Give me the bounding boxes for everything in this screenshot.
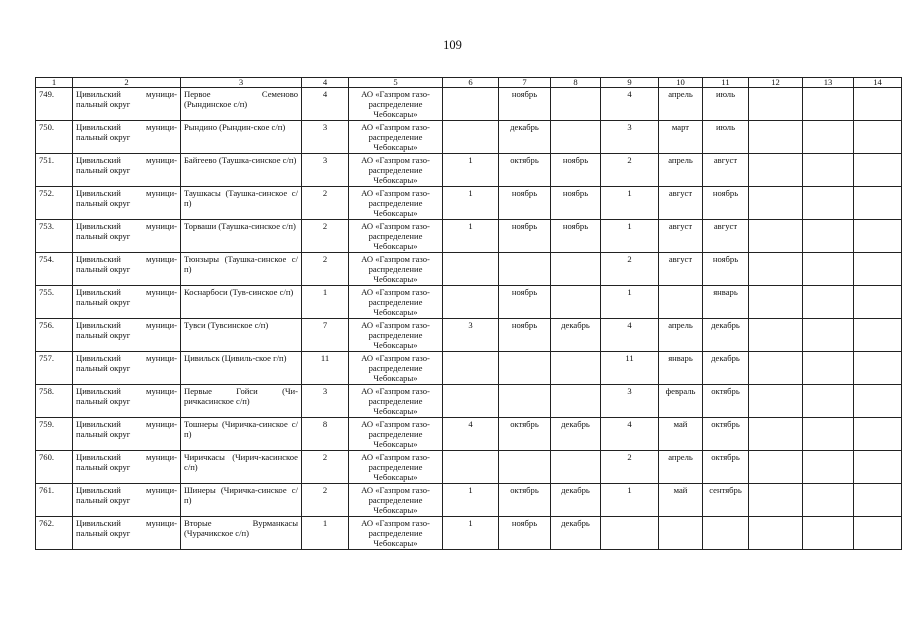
column-header-14: 14 bbox=[854, 78, 902, 88]
table-cell-col-1: 758. bbox=[36, 385, 73, 418]
table-cell-col-1: 752. bbox=[36, 187, 73, 220]
table-cell-col-4: 1 bbox=[302, 286, 349, 319]
table-cell-col-11: ноябрь bbox=[703, 253, 749, 286]
table-row bbox=[36, 154, 902, 187]
table-cell-col-2: Цивильский муници-пальный округ bbox=[73, 451, 181, 484]
table-cell-col-14 bbox=[854, 286, 902, 319]
table-cell-col-11: октябрь bbox=[703, 418, 749, 451]
table-cell-col-2: Цивильский муници-пальный округ bbox=[73, 319, 181, 352]
table-cell-col-10: август bbox=[659, 187, 703, 220]
table-cell-col-12 bbox=[749, 253, 803, 286]
table-cell-col-7: ноябрь bbox=[499, 187, 551, 220]
table-cell-col-1: 751. bbox=[36, 154, 73, 187]
table-cell-col-10: январь bbox=[659, 352, 703, 385]
column-header-3: 3 bbox=[181, 78, 302, 88]
table-cell-col-4: 3 bbox=[302, 121, 349, 154]
table-cell-col-12 bbox=[749, 418, 803, 451]
table-cell-col-1: 757. bbox=[36, 352, 73, 385]
column-header-1: 1 bbox=[36, 78, 73, 88]
table-cell-col-8 bbox=[551, 121, 601, 154]
table-cell-col-13 bbox=[803, 385, 854, 418]
table-cell-col-3: Тошнеры (Чиричка-синское с/п) bbox=[181, 418, 302, 451]
table-cell-col-3: Тюнзыры (Таушка-синское с/п) bbox=[181, 253, 302, 286]
table-cell-col-9: 4 bbox=[601, 319, 659, 352]
table-row bbox=[36, 385, 902, 418]
table-cell-col-6 bbox=[443, 451, 499, 484]
table-cell-col-11: июль bbox=[703, 121, 749, 154]
table-cell-col-5: АО «Газпром газо-распределение Чебоксары» bbox=[349, 253, 443, 286]
table-row bbox=[36, 484, 902, 517]
table-cell-col-11: декабрь bbox=[703, 319, 749, 352]
table-cell-col-12 bbox=[749, 220, 803, 253]
table-cell-col-11 bbox=[703, 517, 749, 550]
table-cell-col-13 bbox=[803, 253, 854, 286]
table-cell-col-6: 1 bbox=[443, 220, 499, 253]
table-cell-col-13 bbox=[803, 352, 854, 385]
table-cell-col-3: Чиричкасы (Чирич-касинское с/п) bbox=[181, 451, 302, 484]
table-cell-col-9: 4 bbox=[601, 418, 659, 451]
table-cell-col-4: 7 bbox=[302, 319, 349, 352]
gasification-schedule-table bbox=[35, 77, 902, 550]
table-cell-col-13 bbox=[803, 517, 854, 550]
table-cell-col-4: 2 bbox=[302, 484, 349, 517]
table-cell-col-12 bbox=[749, 154, 803, 187]
column-header-4: 4 bbox=[302, 78, 349, 88]
table-cell-col-7: октябрь bbox=[499, 154, 551, 187]
table-cell-col-7: декабрь bbox=[499, 121, 551, 154]
table-cell-col-5: АО «Газпром газо-распределение Чебоксары» bbox=[349, 154, 443, 187]
table-cell-col-11: июль bbox=[703, 88, 749, 121]
table-cell-col-6: 1 bbox=[443, 187, 499, 220]
table-cell-col-14 bbox=[854, 352, 902, 385]
table-cell-col-13 bbox=[803, 121, 854, 154]
table-cell-col-6 bbox=[443, 286, 499, 319]
table-cell-col-8: декабрь bbox=[551, 484, 601, 517]
column-header-9: 9 bbox=[601, 78, 659, 88]
table-cell-col-7 bbox=[499, 451, 551, 484]
table-cell-col-12 bbox=[749, 451, 803, 484]
table-cell-col-12 bbox=[749, 121, 803, 154]
table-cell-col-10: апрель bbox=[659, 451, 703, 484]
table-cell-col-3: Торваши (Таушка-синское с/п) bbox=[181, 220, 302, 253]
table-cell-col-3: Таушкасы (Таушка-синское с/п) bbox=[181, 187, 302, 220]
column-header-13: 13 bbox=[803, 78, 854, 88]
table-cell-col-10: март bbox=[659, 121, 703, 154]
header-row bbox=[36, 78, 902, 88]
table-cell-col-3: Байгеево (Таушка-синское с/п) bbox=[181, 154, 302, 187]
table-row bbox=[36, 451, 902, 484]
table-cell-col-14 bbox=[854, 88, 902, 121]
table-cell-col-11: сентябрь bbox=[703, 484, 749, 517]
table-cell-col-12 bbox=[749, 88, 803, 121]
column-header-10: 10 bbox=[659, 78, 703, 88]
table-cell-col-9: 1 bbox=[601, 187, 659, 220]
table-row bbox=[36, 220, 902, 253]
table-cell-col-5: АО «Газпром газо-распределение Чебоксары» bbox=[349, 319, 443, 352]
table-header bbox=[36, 78, 902, 88]
table-cell-col-4: 2 bbox=[302, 187, 349, 220]
table-cell-col-3: Коснарбоси (Тув-синское с/п) bbox=[181, 286, 302, 319]
table-cell-col-8: декабрь bbox=[551, 418, 601, 451]
table-cell-col-10: май bbox=[659, 418, 703, 451]
table-row bbox=[36, 187, 902, 220]
table-cell-col-13 bbox=[803, 187, 854, 220]
table-cell-col-14 bbox=[854, 385, 902, 418]
table-cell-col-10: август bbox=[659, 253, 703, 286]
table-cell-col-14 bbox=[854, 154, 902, 187]
table-cell-col-11: ноябрь bbox=[703, 187, 749, 220]
table-cell-col-12 bbox=[749, 187, 803, 220]
column-header-2: 2 bbox=[73, 78, 181, 88]
table-cell-col-13 bbox=[803, 220, 854, 253]
table-cell-col-4: 8 bbox=[302, 418, 349, 451]
column-header-8: 8 bbox=[551, 78, 601, 88]
table-cell-col-5: АО «Газпром газо-распределение Чебоксары» bbox=[349, 220, 443, 253]
table-cell-col-7: октябрь bbox=[499, 418, 551, 451]
table-cell-col-3: Тувси (Тувсинское с/п) bbox=[181, 319, 302, 352]
table-cell-col-14 bbox=[854, 121, 902, 154]
table-cell-col-1: 749. bbox=[36, 88, 73, 121]
table-cell-col-13 bbox=[803, 319, 854, 352]
table-cell-col-12 bbox=[749, 484, 803, 517]
table-cell-col-8: декабрь bbox=[551, 319, 601, 352]
table-cell-col-5: АО «Газпром газо-распределение Чебоксары» bbox=[349, 286, 443, 319]
table-cell-col-5: АО «Газпром газо-распределение Чебоксары» bbox=[349, 88, 443, 121]
table-cell-col-6: 3 bbox=[443, 319, 499, 352]
table-cell-col-10: апрель bbox=[659, 88, 703, 121]
table-cell-col-4: 3 bbox=[302, 154, 349, 187]
table-cell-col-11: август bbox=[703, 154, 749, 187]
table-cell-col-4: 1 bbox=[302, 517, 349, 550]
table-cell-col-6 bbox=[443, 88, 499, 121]
table-cell-col-7 bbox=[499, 352, 551, 385]
table-cell-col-7: ноябрь bbox=[499, 319, 551, 352]
table-cell-col-1: 754. bbox=[36, 253, 73, 286]
table-cell-col-2: Цивильский муници-пальный округ bbox=[73, 121, 181, 154]
table-cell-col-2: Цивильский муници-пальный округ bbox=[73, 286, 181, 319]
table-cell-col-9: 1 bbox=[601, 220, 659, 253]
table-cell-col-14 bbox=[854, 418, 902, 451]
table-cell-col-12 bbox=[749, 319, 803, 352]
table-cell-col-2: Цивильский муници-пальный округ bbox=[73, 385, 181, 418]
table-cell-col-4: 4 bbox=[302, 88, 349, 121]
table-cell-col-3: Вторые Вурманкасы (Чурачикское с/п) bbox=[181, 517, 302, 550]
table-cell-col-7: ноябрь bbox=[499, 88, 551, 121]
table-cell-col-14 bbox=[854, 319, 902, 352]
table-cell-col-6 bbox=[443, 385, 499, 418]
table-cell-col-12 bbox=[749, 517, 803, 550]
table-cell-col-4: 3 bbox=[302, 385, 349, 418]
table-cell-col-10: апрель bbox=[659, 319, 703, 352]
table-cell-col-11: октябрь bbox=[703, 385, 749, 418]
column-header-11: 11 bbox=[703, 78, 749, 88]
table-row bbox=[36, 88, 902, 121]
table-cell-col-5: АО «Газпром газо-распределение Чебоксары» bbox=[349, 121, 443, 154]
table-cell-col-10: февраль bbox=[659, 385, 703, 418]
table-cell-col-13 bbox=[803, 154, 854, 187]
table-row bbox=[36, 121, 902, 154]
table-row bbox=[36, 253, 902, 286]
table-cell-col-4: 2 bbox=[302, 253, 349, 286]
table-cell-col-14 bbox=[854, 484, 902, 517]
table-cell-col-13 bbox=[803, 418, 854, 451]
table-cell-col-2: Цивильский муници-пальный округ bbox=[73, 154, 181, 187]
table-cell-col-1: 750. bbox=[36, 121, 73, 154]
table-cell-col-2: Цивильский муници-пальный округ bbox=[73, 517, 181, 550]
table-cell-col-14 bbox=[854, 517, 902, 550]
table-cell-col-12 bbox=[749, 286, 803, 319]
table-cell-col-9: 2 bbox=[601, 253, 659, 286]
table-cell-col-11: август bbox=[703, 220, 749, 253]
table-cell-col-3: Шинеры (Чиричка-синское с/п) bbox=[181, 484, 302, 517]
table-cell-col-1: 760. bbox=[36, 451, 73, 484]
table-cell-col-3: Цивильск (Цивиль-ское г/п) bbox=[181, 352, 302, 385]
table-cell-col-11: октябрь bbox=[703, 451, 749, 484]
table-cell-col-2: Цивильский муници-пальный округ bbox=[73, 253, 181, 286]
table-cell-col-7: ноябрь bbox=[499, 517, 551, 550]
table-row bbox=[36, 352, 902, 385]
table-cell-col-14 bbox=[854, 187, 902, 220]
table-cell-col-2: Цивильский муници-пальный округ bbox=[73, 220, 181, 253]
table-cell-col-8: ноябрь bbox=[551, 220, 601, 253]
table-cell-col-1: 762. bbox=[36, 517, 73, 550]
table-cell-col-6 bbox=[443, 253, 499, 286]
table-cell-col-6: 1 bbox=[443, 517, 499, 550]
table-cell-col-7 bbox=[499, 385, 551, 418]
table-cell-col-8 bbox=[551, 385, 601, 418]
table-cell-col-4: 2 bbox=[302, 220, 349, 253]
table-cell-col-5: АО «Газпром газо-распределение Чебоксары» bbox=[349, 451, 443, 484]
table-row bbox=[36, 319, 902, 352]
table-cell-col-10: апрель bbox=[659, 154, 703, 187]
table-cell-col-13 bbox=[803, 286, 854, 319]
table-cell-col-14 bbox=[854, 253, 902, 286]
table-row bbox=[36, 418, 902, 451]
page-number: 109 bbox=[443, 38, 462, 52]
table-cell-col-6: 1 bbox=[443, 484, 499, 517]
table-body bbox=[36, 88, 902, 550]
table-cell-col-8: ноябрь bbox=[551, 154, 601, 187]
table-row bbox=[36, 286, 902, 319]
table-cell-col-11: декабрь bbox=[703, 352, 749, 385]
table-cell-col-8: ноябрь bbox=[551, 187, 601, 220]
table-cell-col-7: октябрь bbox=[499, 484, 551, 517]
column-header-7: 7 bbox=[499, 78, 551, 88]
table-cell-col-1: 759. bbox=[36, 418, 73, 451]
table-cell-col-8 bbox=[551, 253, 601, 286]
table-cell-col-14 bbox=[854, 451, 902, 484]
table-cell-col-5: АО «Газпром газо-распределение Чебоксары» bbox=[349, 187, 443, 220]
table-cell-col-9 bbox=[601, 517, 659, 550]
table-cell-col-1: 756. bbox=[36, 319, 73, 352]
table-cell-col-6 bbox=[443, 121, 499, 154]
table-cell-col-8 bbox=[551, 451, 601, 484]
column-header-5: 5 bbox=[349, 78, 443, 88]
table-cell-col-6 bbox=[443, 352, 499, 385]
table-cell-col-8 bbox=[551, 352, 601, 385]
table-cell-col-4: 2 bbox=[302, 451, 349, 484]
table-cell-col-4: 11 bbox=[302, 352, 349, 385]
table-cell-col-10: май bbox=[659, 484, 703, 517]
table-cell-col-3: Первое Семеново (Рындинское с/п) bbox=[181, 88, 302, 121]
column-header-12: 12 bbox=[749, 78, 803, 88]
table-cell-col-2: Цивильский муници-пальный округ bbox=[73, 187, 181, 220]
table-cell-col-8 bbox=[551, 286, 601, 319]
table-cell-col-13 bbox=[803, 88, 854, 121]
table-cell-col-6: 4 bbox=[443, 418, 499, 451]
table-cell-col-8 bbox=[551, 88, 601, 121]
table-cell-col-9: 11 bbox=[601, 352, 659, 385]
table-cell-col-7: ноябрь bbox=[499, 220, 551, 253]
table-cell-col-14 bbox=[854, 220, 902, 253]
table-cell-col-9: 3 bbox=[601, 121, 659, 154]
table-row bbox=[36, 517, 902, 550]
table-cell-col-1: 753. bbox=[36, 220, 73, 253]
table-cell-col-13 bbox=[803, 484, 854, 517]
table-cell-col-11: январь bbox=[703, 286, 749, 319]
column-header-6: 6 bbox=[443, 78, 499, 88]
table-cell-col-9: 1 bbox=[601, 286, 659, 319]
table-cell-col-3: Первые Гойси (Чи-ричкасинское с/п) bbox=[181, 385, 302, 418]
table-cell-col-9: 1 bbox=[601, 484, 659, 517]
table-cell-col-8: декабрь bbox=[551, 517, 601, 550]
table-cell-col-5: АО «Газпром газо-распределение Чебоксары» bbox=[349, 352, 443, 385]
table-cell-col-9: 2 bbox=[601, 154, 659, 187]
table-cell-col-3: Рындино (Рындин-ское с/п) bbox=[181, 121, 302, 154]
table-cell-col-9: 4 bbox=[601, 88, 659, 121]
table-cell-col-10 bbox=[659, 517, 703, 550]
table-cell-col-13 bbox=[803, 451, 854, 484]
table-cell-col-1: 761. bbox=[36, 484, 73, 517]
table-cell-col-5: АО «Газпром газо-распределение Чебоксары» bbox=[349, 484, 443, 517]
table-cell-col-2: Цивильский муници-пальный округ bbox=[73, 88, 181, 121]
table-cell-col-12 bbox=[749, 385, 803, 418]
table-cell-col-5: АО «Газпром газо-распределение Чебоксары» bbox=[349, 385, 443, 418]
table-cell-col-5: АО «Газпром газо-распределение Чебоксары» bbox=[349, 517, 443, 550]
table-cell-col-6: 1 bbox=[443, 154, 499, 187]
table-cell-col-10 bbox=[659, 286, 703, 319]
table-cell-col-7: ноябрь bbox=[499, 286, 551, 319]
table-cell-col-2: Цивильский муници-пальный округ bbox=[73, 418, 181, 451]
table-cell-col-12 bbox=[749, 352, 803, 385]
table-cell-col-2: Цивильский муници-пальный округ bbox=[73, 484, 181, 517]
table-cell-col-5: АО «Газпром газо-распределение Чебоксары» bbox=[349, 418, 443, 451]
table-cell-col-9: 2 bbox=[601, 451, 659, 484]
table-cell-col-2: Цивильский муници-пальный округ bbox=[73, 352, 181, 385]
table-cell-col-9: 3 bbox=[601, 385, 659, 418]
table-cell-col-1: 755. bbox=[36, 286, 73, 319]
table-cell-col-10: август bbox=[659, 220, 703, 253]
table-cell-col-7 bbox=[499, 253, 551, 286]
